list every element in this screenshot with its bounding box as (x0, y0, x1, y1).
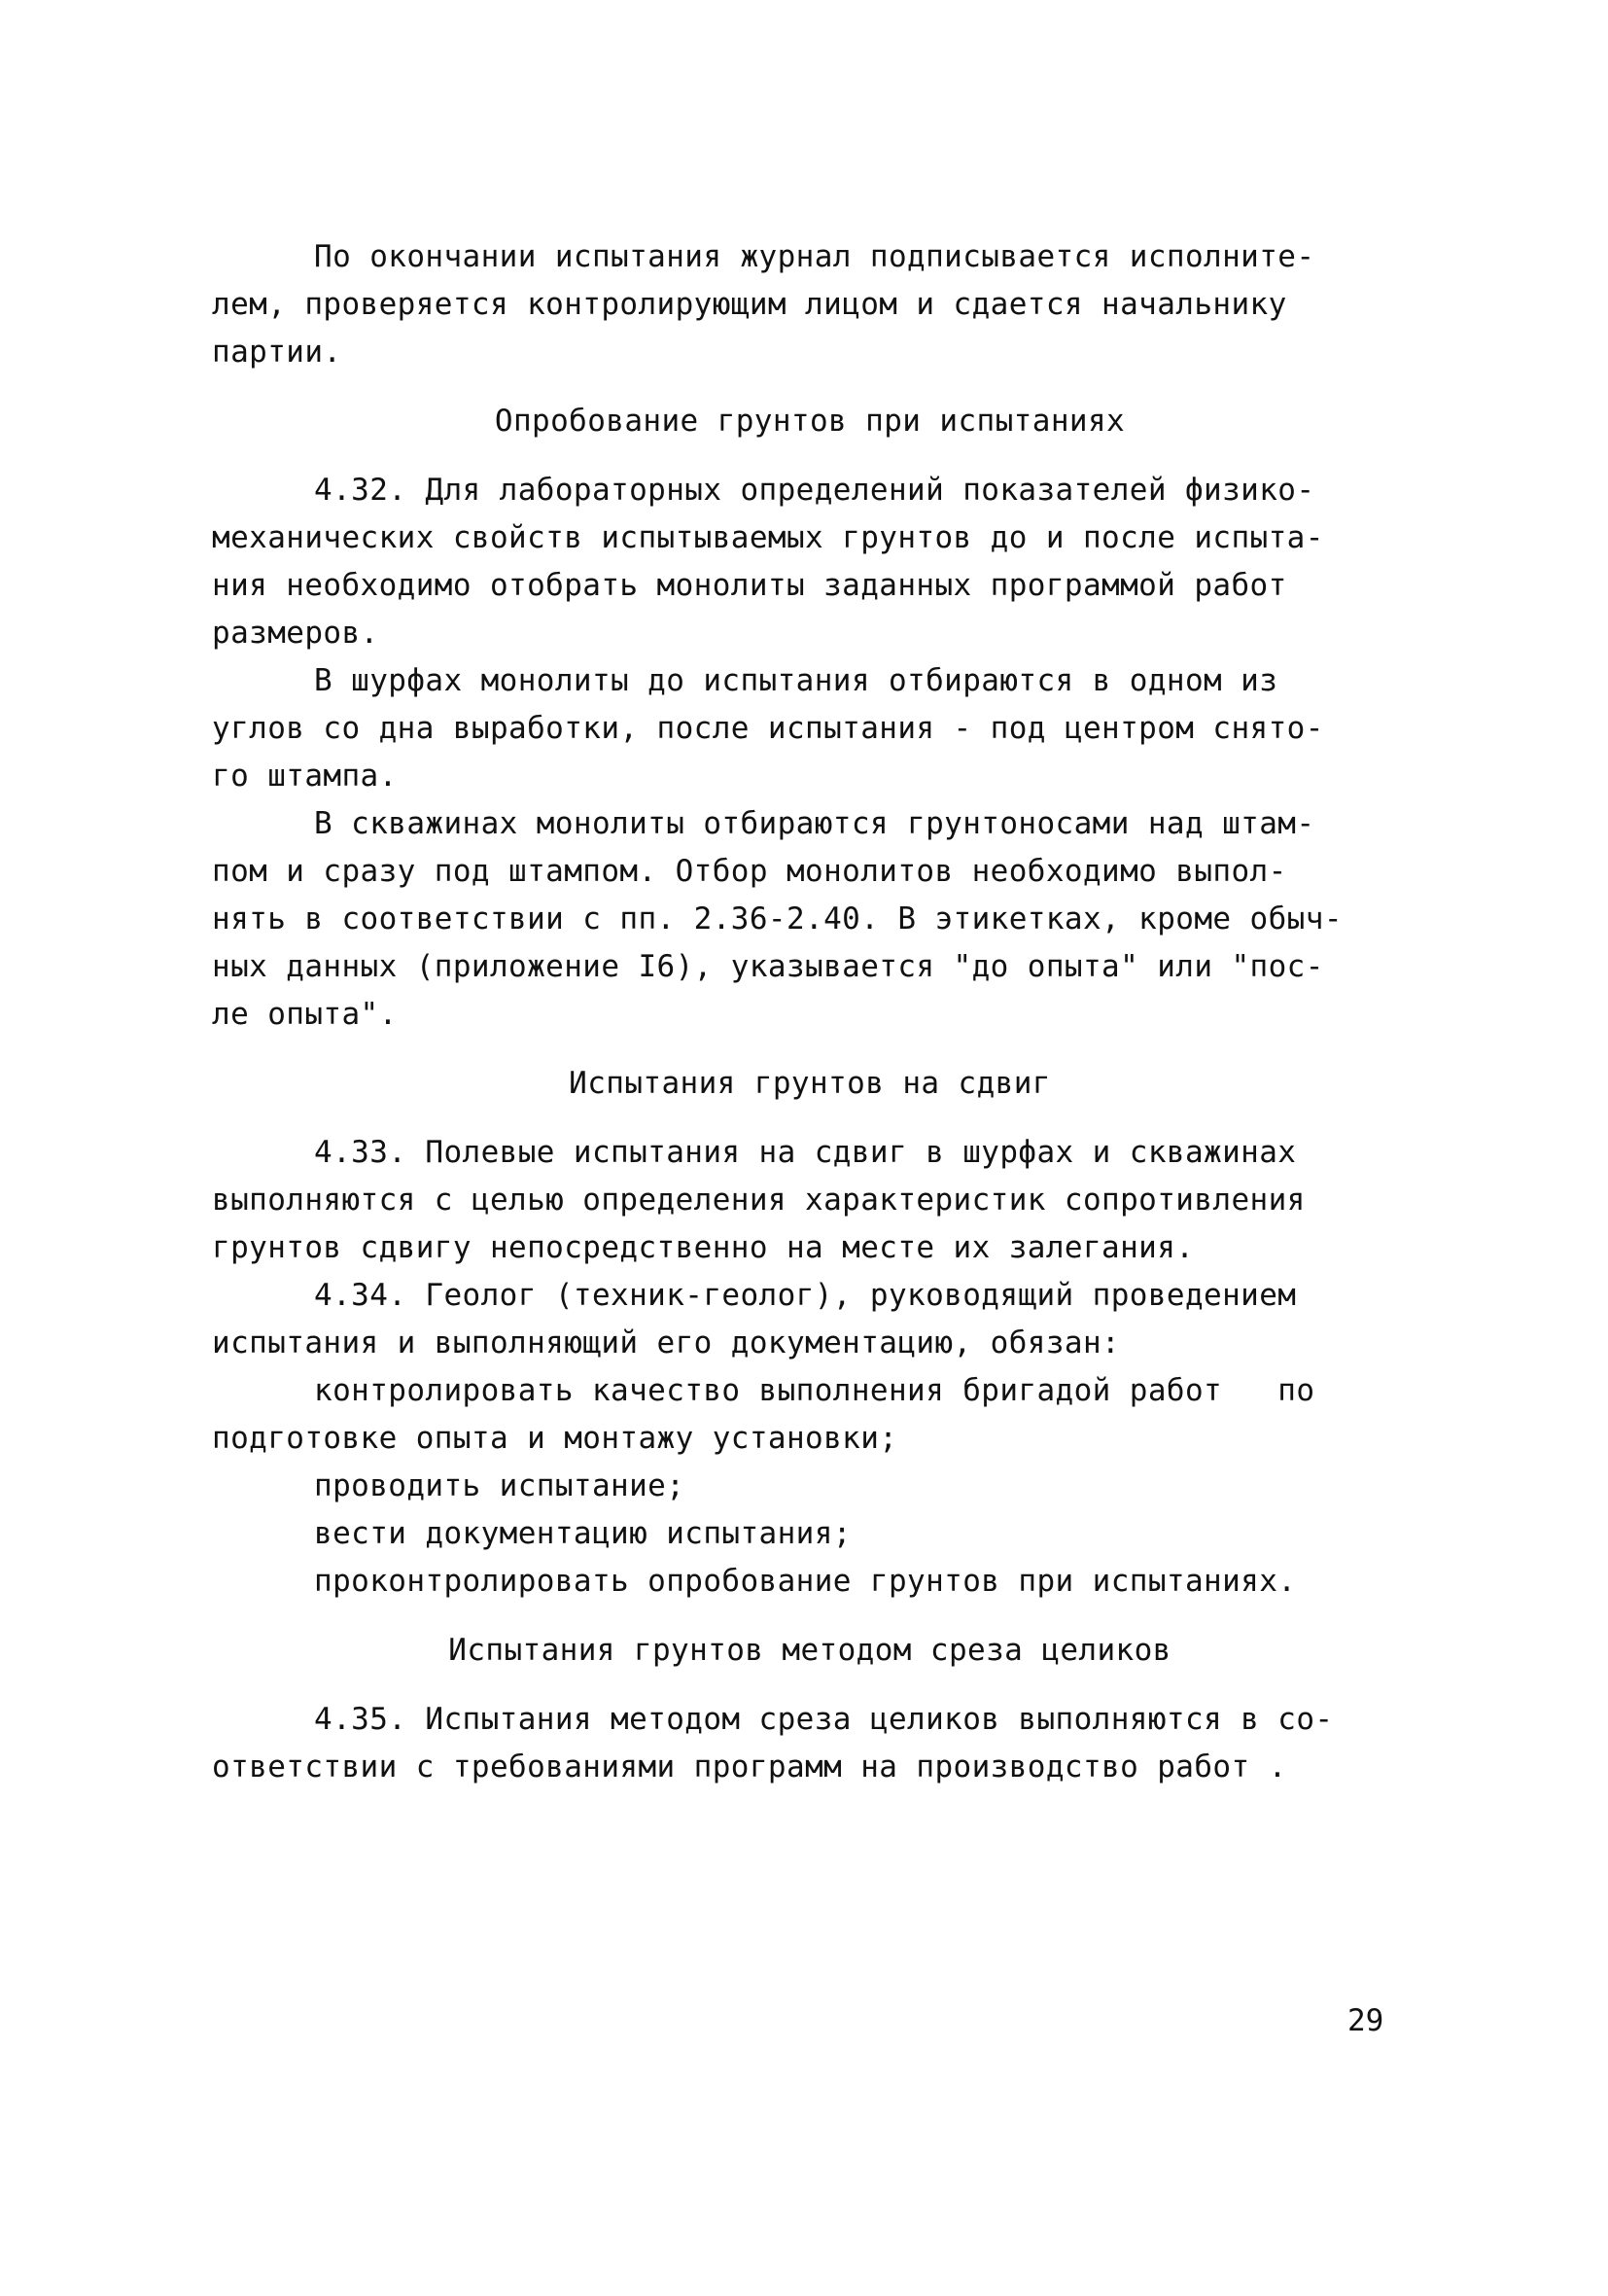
text-line: подготовке опыта и монтажу установки; (212, 1421, 898, 1456)
text-line: 4.33. Полевые испытания на сдвиг в шурфах и скважинах (314, 1135, 1297, 1170)
text-line: грунтов сдвигу непосредственно на месте их залегания. (212, 1230, 1195, 1265)
text-line: го штампа. (212, 759, 398, 794)
section-heading: Испытания грунтов на сдвиг (569, 1066, 1051, 1101)
text-line: пом и сразу под штампом. Отбор монолитов необходимо выпол- (212, 854, 1287, 889)
page-number: 29 (1347, 2003, 1384, 2038)
text-line: нять в соответствии с пп. 2.36-2.40. В этикетках, кроме обыч- (212, 901, 1343, 936)
section-heading: Испытания грунтов методом среза целиков (448, 1633, 1171, 1668)
text-line: 4.35. Испытания методом среза целиков выполняются в со- (314, 1702, 1334, 1737)
text-line: лем, проверяется контролирующим лицом и сдается начальнику (212, 287, 1287, 322)
text-line: размеров. (212, 616, 379, 651)
text-line: партии. (212, 335, 342, 370)
text-line: ле опыта". (212, 997, 398, 1032)
text-line: ных данных (приложение I6), указывается "до опыта" или "пос- (212, 949, 1324, 984)
text-line: По окончании испытания журнал подписывается исполните- (314, 239, 1315, 274)
text-line: 4.32. Для лабораторных определений показателей физико- (314, 473, 1315, 508)
paragraph (212, 1367, 1408, 1463)
text-line: вести документацию испытания; (314, 1516, 852, 1551)
text-line: 4.34. Геолог (техник-геолог), руководящий проведением (314, 1278, 1297, 1313)
paragraph (212, 1696, 1408, 1791)
paragraph (212, 1272, 1408, 1367)
text-line: механических свойств испытываемых грунтов до и после испыта- (212, 520, 1324, 555)
text-line: испытания и выполняющий его документацию, обязан: (212, 1325, 1121, 1360)
text-line: выполняются с целью определения характеристик сопротивления (212, 1183, 1306, 1218)
text-line: В шурфах монолиты до испытания отбираются в одном из (314, 663, 1278, 698)
section-heading: Опробование грунтов при испытаниях (494, 404, 1126, 439)
paragraph (212, 467, 1408, 657)
text-line: углов со дна выработки, после испытания - под центром снято- (212, 711, 1324, 746)
text-line: проконтролировать опробование грунтов при испытаниях. (314, 1564, 1297, 1599)
paragraph (212, 800, 1408, 1039)
text-line: проводить испытание; (314, 1468, 685, 1503)
text-line: ответствии с требованиями программ на производство работ . (212, 1749, 1287, 1784)
text-line: ния необходимо отобрать монолиты заданных программой работ (212, 568, 1287, 603)
text-line: В скважинах монолиты отбираются грунтоносами над штам- (314, 806, 1315, 841)
text-line: контролировать качество выполнения бригадой работ по (314, 1373, 1315, 1408)
paragraph (212, 1558, 1408, 1606)
paragraph (212, 657, 1408, 800)
document-body (212, 233, 1408, 1791)
paragraph (212, 233, 1408, 376)
paragraph (212, 1129, 1408, 1272)
paragraph (212, 1463, 1408, 1510)
paragraph (212, 1510, 1408, 1558)
